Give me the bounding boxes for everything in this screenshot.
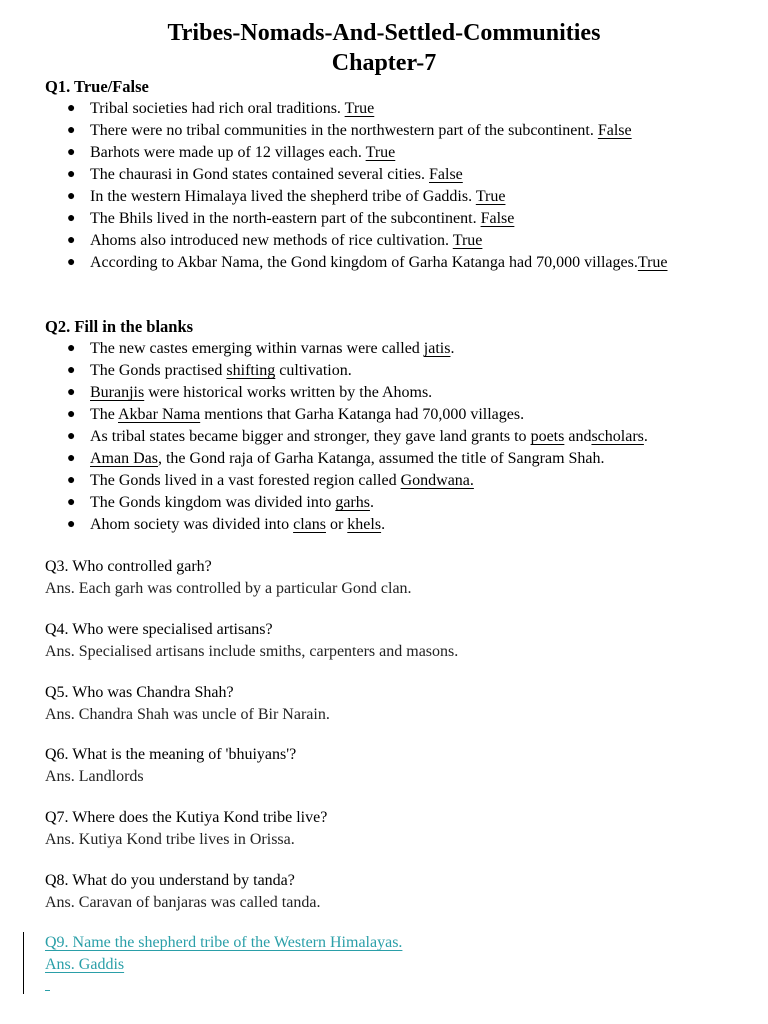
cursor-mark bbox=[45, 990, 50, 991]
list-item: ● The Gonds lived in a vast forested region called Gondwana. bbox=[45, 470, 745, 492]
list-item: ● Ahoms also introduced new methods of rice cultivation. True bbox=[45, 230, 745, 252]
fill-blanks-list bbox=[45, 338, 745, 536]
list-item: ● The chaurasi in Gond states contained several cities. False bbox=[45, 164, 745, 186]
bullet-icon: ● bbox=[67, 363, 76, 378]
list-item: ● According to Akbar Nama, the Gond kingdom of Garha Katanga had 70,000 villages.True bbox=[45, 252, 690, 296]
bullet-icon: ● bbox=[67, 145, 76, 160]
q7-answer: Ans. Kutiya Kond tribe lives in Orissa. bbox=[45, 831, 295, 848]
list-item: ● Buranjis were historical works written by the Ahoms. bbox=[45, 382, 745, 404]
q5-answer: Ans. Chandra Shah was uncle of Bir Narain. bbox=[45, 706, 330, 723]
q1-heading: Q1. True/False bbox=[45, 77, 149, 96]
list-item: ● The Gonds kingdom was divided into garhs. bbox=[45, 492, 745, 514]
q9-answer-link[interactable]: Ans. Gaddis bbox=[45, 956, 125, 973]
list-item: ● The Bhils lived in the north-eastern part of the subcontinent. False bbox=[45, 208, 745, 230]
bullet-icon: ● bbox=[67, 429, 76, 444]
chapter-title: Chapter-7 bbox=[331, 50, 437, 76]
bullet-icon: ● bbox=[67, 407, 76, 422]
bullet-icon: ● bbox=[67, 101, 76, 116]
bullet-icon: ● bbox=[67, 473, 76, 488]
q4-answer: Ans. Specialised artisans include smiths, carpenters and masons. bbox=[45, 643, 459, 660]
list-item: ● In the western Himalaya lived the shepherd tribe of Gaddis. True bbox=[45, 186, 745, 208]
list-item: ● Aman Das, the Gond raja of Garha Katanga, assumed the title of Sangram Shah. bbox=[45, 448, 745, 470]
list-item: ● Ahom society was divided into clans or khels. bbox=[45, 514, 745, 536]
q3-answer: Ans. Each garh was controlled by a particular Gond clan. bbox=[45, 580, 412, 597]
q6-question: Q6. What is the meaning of 'bhuiyans'? bbox=[45, 746, 297, 763]
bullet-icon: ● bbox=[67, 211, 76, 226]
q8-answer: Ans. Caravan of banjaras was called tanda. bbox=[45, 894, 321, 911]
list-item: ● Tribal societies had rich oral traditions. True bbox=[45, 98, 745, 120]
q5-question: Q5. Who was Chandra Shah? bbox=[45, 684, 234, 701]
bullet-icon: ● bbox=[67, 517, 76, 532]
q8-question: Q8. What do you understand by tanda? bbox=[45, 872, 295, 889]
list-item: ● There were no tribal communities in the northwestern part of the subcontinent. False bbox=[45, 120, 745, 142]
list-item: ● The Gonds practised shifting cultivation. bbox=[45, 360, 745, 382]
q7-question: Q7. Where does the Kutiya Kond tribe live? bbox=[45, 809, 328, 826]
true-false-list bbox=[45, 98, 745, 296]
list-item: ● The Akbar Nama mentions that Garha Katanga had 70,000 villages. bbox=[45, 404, 745, 426]
q6-answer: Ans. Landlords bbox=[45, 768, 144, 785]
q3-question: Q3. Who controlled garh? bbox=[45, 558, 212, 575]
bullet-icon: ● bbox=[67, 123, 76, 138]
bullet-icon: ● bbox=[67, 255, 76, 270]
list-item: ● The new castes emerging within varnas were called jatis. bbox=[45, 338, 745, 360]
bullet-icon: ● bbox=[67, 233, 76, 248]
bullet-icon: ● bbox=[67, 385, 76, 400]
bullet-icon: ● bbox=[67, 495, 76, 510]
bullet-icon: ● bbox=[67, 189, 76, 204]
list-item: ● Barhots were made up of 12 villages each. True bbox=[45, 142, 745, 164]
q4-question: Q4. Who were specialised artisans? bbox=[45, 621, 273, 638]
document-title: Tribes-Nomads-And-Settled-Communities bbox=[167, 20, 601, 46]
list-item: ● As tribal states became bigger and stronger, they gave land grants to poets andscholars. bbox=[45, 426, 745, 448]
bullet-icon: ● bbox=[67, 341, 76, 356]
q9-question-link[interactable]: Q9. Name the shepherd tribe of the Western Himalayas. bbox=[45, 934, 403, 951]
bullet-icon: ● bbox=[67, 451, 76, 466]
q2-heading: Q2. Fill in the blanks bbox=[45, 317, 194, 336]
change-bar bbox=[23, 932, 24, 994]
bullet-icon: ● bbox=[67, 167, 76, 182]
